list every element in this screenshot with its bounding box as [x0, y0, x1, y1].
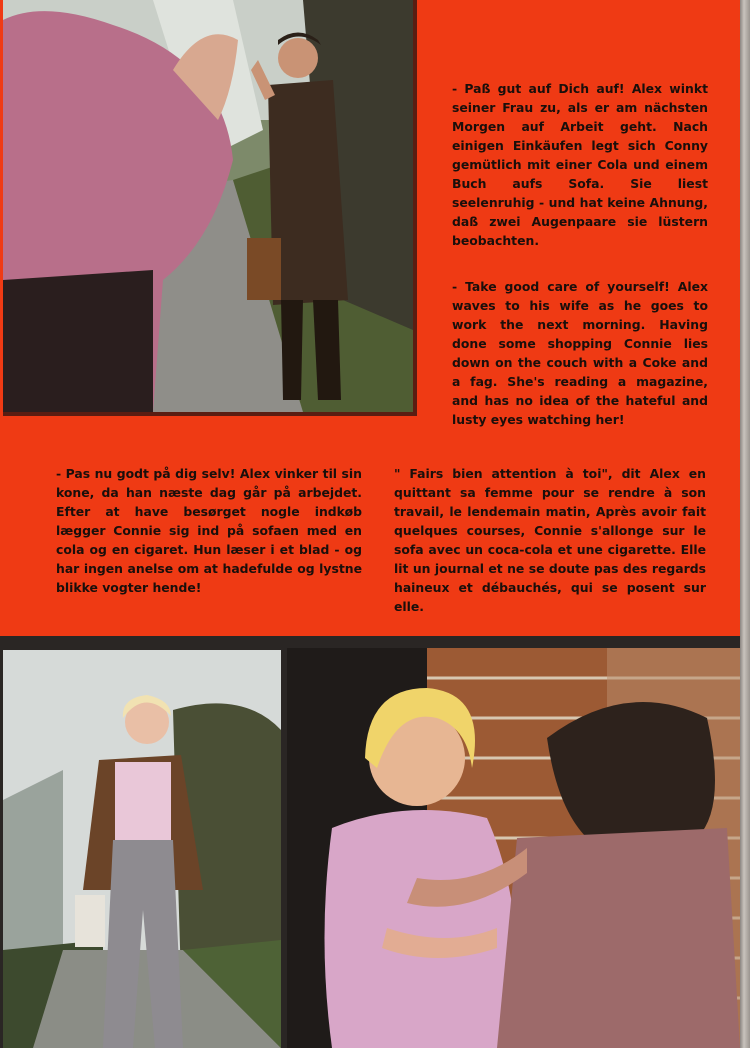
- photo-man-waving-goodbye: [3, 0, 417, 416]
- photo-woman-walking: [3, 650, 281, 1048]
- german-caption: - Paß gut auf Dich auf! Alex winkt seiner Frau zu, als er am nächsten Morgen auf Arbeit geht. Nach einigen Einkäufen legt sich Conny gemütlich mit einer Cola und einem Buch aufs Sofa. Sie liest seelenruhig - und hat keine Ahnung, daß zwei Augenpaare sie lüstern beobachten.: [452, 81, 708, 248]
- page-edge: [740, 0, 750, 1048]
- photo-two-women-brick-wall: [287, 648, 740, 1048]
- french-caption: " Fairs bien attention à toi", dit Alex en quittant sa femme pour se rendre à son travail, le lendemain matin, Après avoir fait quelques courses, Connie s'allonge sur le sofa avec un coca-cola et une cigarette. Elle lit un journal et ne se doute pas des regards haineux et débauchés, qui se posent sur elle.: [394, 466, 706, 614]
- english-caption: - Take good care of yourself! Alex waves to his wife as he goes to work the next morning. Having done some shopping Connie lies down on the couch with a Coke and a fag. She's reading a magazine, and has no idea of the hateful and lusty eyes watching her!: [452, 279, 708, 427]
- danish-caption: - Pas nu godt på dig selv! Alex vinker til sin kone, da han næste dag går på arbejdet. Efter at have besørget nogle indkøb lægger Connie sig ind på sofaen med en cola og en cigaret. Hun læser i et blad - og har ingen anelse om at hadefulde og lystne blikke vogter hende!: [56, 466, 362, 595]
